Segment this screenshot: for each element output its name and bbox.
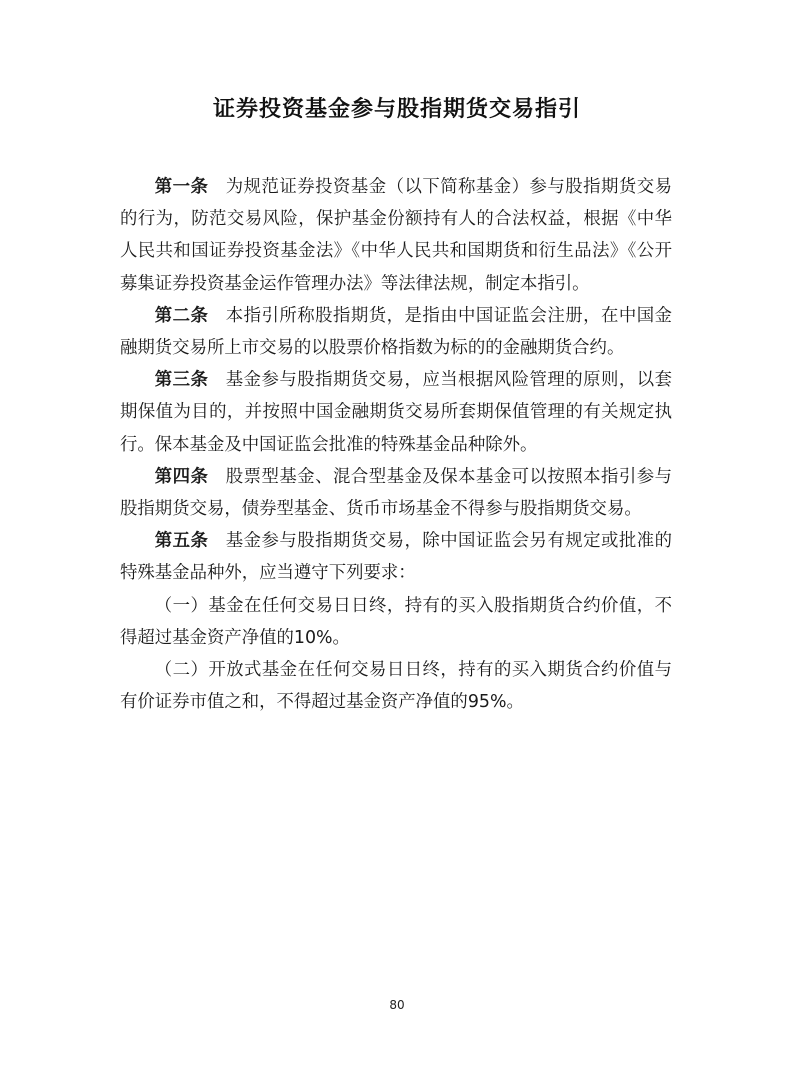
article-3 — [120, 364, 672, 461]
article-1 — [120, 171, 672, 300]
list-item: （二）开放式基金在任何交易日日终，持有的买入期货合约价值与有价证券市值之和，不得超过基金资产净值的95%。 — [120, 660, 672, 713]
article-4 — [120, 461, 672, 525]
article-text: 基金参与股指期货交易，应当根据风险管理的原则，以套期保值为目的，并按照中国金融期货交易所套期保值管理的有关规定执行。保本基金及中国证监会批准的特殊基金品种除外。 — [120, 370, 672, 455]
article-text: 本指引所称股指期货，是指由中国证监会注册，在中国金融期货交易所上市交易的以股票价格指数为标的的金融期货合约。 — [120, 305, 672, 359]
article-label: 第三条 — [154, 370, 209, 391]
article-label: 第四条 — [154, 466, 209, 487]
article-text: 为规范证券投资基金（以下简称基金）参与股指期货交易的行为，防范交易风险，保护基金份额持有人的合法权益，根据《中华人民共和国证券投资基金法》《中华人民共和国期货和衍生品法》《公开募集证券投资基金运作管理办法》等法律法规，制定本指引。 — [120, 177, 672, 294]
article-5 — [120, 525, 672, 589]
article-text: 基金参与股指期货交易，除中国证监会另有规定或批准的特殊基金品种外，应当遵守下列要求： — [120, 531, 672, 584]
article-2 — [120, 300, 672, 364]
article-label: 第一条 — [154, 177, 209, 197]
list-item: （一）基金在任何交易日日终，持有的买入股指期货合约价值，不得超过基金资产净值的10%。 — [120, 595, 672, 648]
document-body — [120, 171, 672, 718]
article-label: 第五条 — [154, 531, 209, 552]
page-number: 80 — [389, 998, 405, 1012]
document-title: 证券投资基金参与股指期货交易指引 — [212, 97, 581, 122]
article-text: 股票型基金、混合型基金及保本基金可以按照本指引参与股指期货交易，债券型基金、货币市场基金不得参与股指期货交易。 — [120, 466, 672, 520]
article-label: 第二条 — [154, 305, 209, 326]
